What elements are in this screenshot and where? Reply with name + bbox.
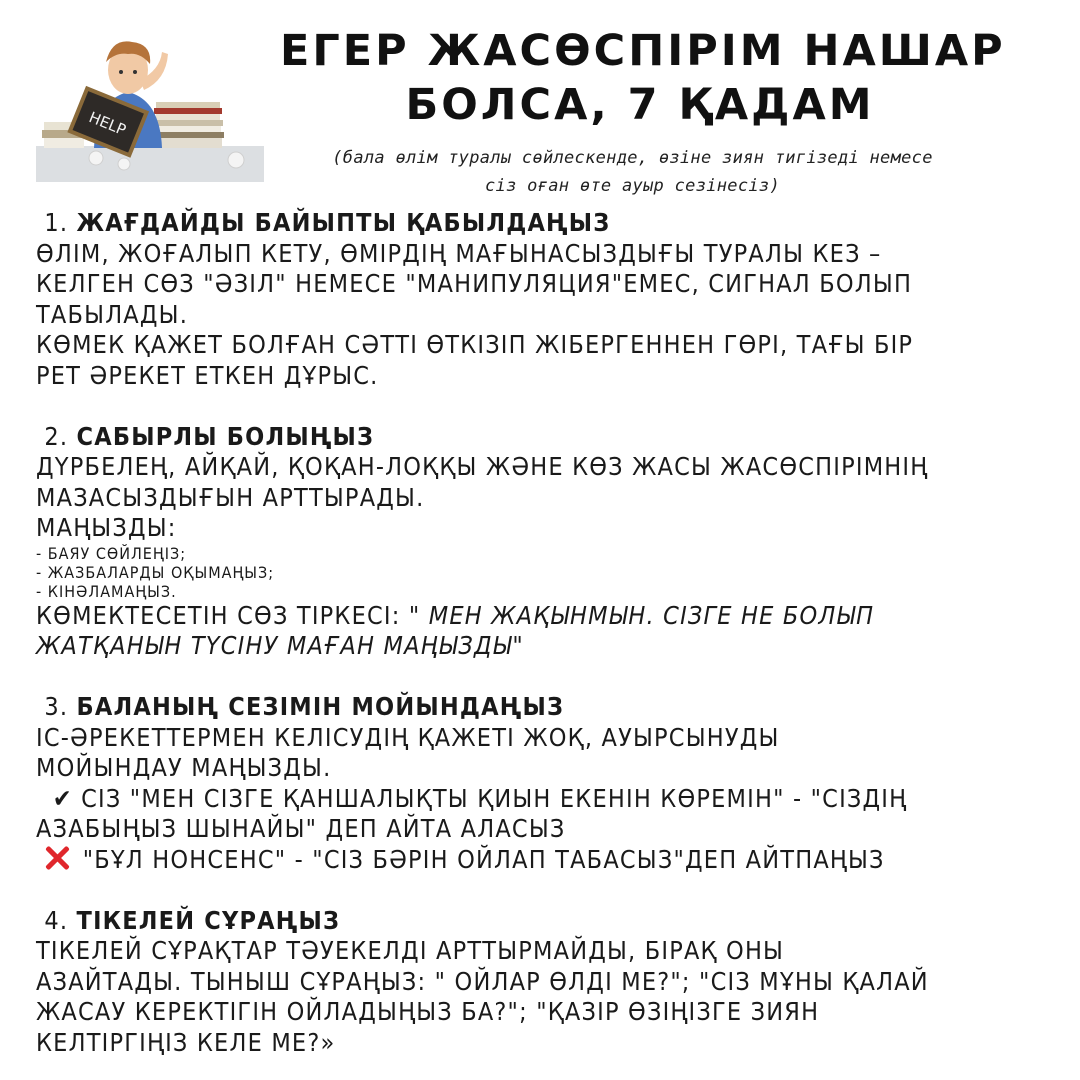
do-line bbox=[36, 784, 1066, 815]
step-text-line: КӨМЕК ҚАЖЕТ БОЛҒАН СӘТТІ ӨТКІЗІП ЖІБЕРГЕННЕН ГӨРІ, ТАҒЫ БІР bbox=[36, 330, 914, 359]
step-text-line: КЕЛГЕН СӨЗ "ӘЗІЛ" НЕМЕСЕ "МАНИПУЛЯЦИЯ"ЕМЕС, СИГНАЛ БОЛЫП bbox=[36, 269, 913, 298]
step-heading bbox=[36, 208, 1066, 239]
phrase-quote-2: ЖАТҚАНЫН ТҮСІНУ МАҒАН МАҢЫЗДЫ bbox=[36, 631, 513, 660]
step-text-line: АЗАЙТАДЫ. ТЫНЫШ СҰРАҢЫЗ: " ОЙЛАР ӨЛДІ МЕ?"; "СІЗ МҰНЫ ҚАЛАЙ bbox=[36, 966, 929, 996]
step-3 bbox=[36, 692, 1066, 875]
spacer bbox=[36, 391, 1066, 422]
step-text-line: ДҮРБЕЛЕҢ, АЙҚАЙ, ҚОҚАН-ЛОҚҚЫ ЖӘНЕ КӨЗ ЖАСЫ ЖАСӨСПІРІМНІҢ bbox=[36, 452, 929, 481]
step-text-line: ӨЛІМ, ЖОҒАЛЫП КЕТУ, ӨМІРДІҢ МАҒЫНАСЫЗДЫҒЫ ТУРАЛЫ КЕЗ – bbox=[36, 238, 882, 268]
step-number: 3. bbox=[44, 692, 69, 721]
step-heading bbox=[36, 906, 1066, 937]
step-heading bbox=[36, 692, 1066, 723]
step-4 bbox=[36, 906, 1066, 1059]
step-number: 2. bbox=[44, 421, 69, 451]
step-text-line: МОЙЫНДАУ МАҢЫЗДЫ. bbox=[36, 753, 332, 782]
phrase-end: " bbox=[512, 631, 524, 660]
step-heading bbox=[36, 422, 1066, 453]
checkmark-icon: ✔ bbox=[52, 783, 73, 813]
spacer bbox=[36, 662, 1066, 693]
title-line-2: БОЛСА, 7 ҚАДАМ bbox=[405, 80, 875, 130]
steps-content bbox=[36, 208, 1066, 1058]
svg-text:HELP: HELP bbox=[86, 108, 129, 140]
header-photo bbox=[36, 30, 264, 182]
step-text-line: МАЗАСЫЗДЫҒЫН АРТТЫРАДЫ. bbox=[36, 482, 425, 512]
bullet-item: - БАЯУ СӨЙЛЕҢІЗ; bbox=[36, 543, 187, 563]
step-heading-text: ЖАҒДАЙДЫ БАЙЫПТЫ ҚАБЫЛДАҢЫЗ bbox=[76, 208, 611, 237]
step-text-line: РЕТ ӘРЕКЕТ ЕТКЕН ДҰРЫС. bbox=[36, 360, 379, 390]
step-number: 1. bbox=[44, 208, 69, 237]
dont-text: "БҰЛ НОНСЕНС" - "СІЗ БӘРІН ОЙЛАП ТАБАСЫЗ"ДЕП АЙТПАҢЫЗ bbox=[82, 844, 885, 874]
step-1 bbox=[36, 208, 1066, 391]
subtitle-line-1: (бала өлім туралы сөйлескенде, өзіне зиян тигізеді немесе bbox=[332, 148, 933, 168]
page-subtitle bbox=[280, 144, 985, 200]
bullet-item: - ЖАЗБАЛАРДЫ ОҚЫМАҢЫЗ; bbox=[36, 562, 275, 582]
step-heading-text: ТІКЕЛЕЙ СҰРАҢЫЗ bbox=[76, 905, 341, 935]
step-text-line: ІС-ӘРЕКЕТТЕРМЕН КЕЛІСУДІҢ ҚАЖЕТІ ЖОҚ, АУЫРСЫНУДЫ bbox=[36, 722, 780, 752]
step-heading-text: БАЛАНЫҢ СЕЗІМІН МОЙЫНДАҢЫЗ bbox=[76, 692, 565, 721]
spacer bbox=[36, 875, 1066, 906]
step-text-line: ТАБЫЛАДЫ. bbox=[36, 299, 189, 329]
title-line-1: ЕГЕР ЖАСӨСПІРІМ НАШАР bbox=[280, 26, 1006, 76]
step-2 bbox=[36, 422, 1066, 662]
step-text-line: МАҢЫЗДЫ: bbox=[36, 513, 177, 542]
phrase-label: КӨМЕКТЕСЕТІН СӨЗ ТІРКЕСІ: " bbox=[36, 600, 429, 630]
helpful-phrase bbox=[36, 601, 1066, 632]
page-title bbox=[280, 24, 1006, 132]
dont-line bbox=[36, 845, 1066, 876]
bullet-item: - КІНӘЛАМАҢЫЗ. bbox=[36, 581, 177, 601]
cross-icon bbox=[44, 845, 70, 871]
step-text-line: ЖАСАУ КЕРЕКТІГІН ОЙЛАДЫҢЫЗ БА?"; "ҚАЗІР ӨЗІҢІЗГЕ ЗИЯН bbox=[36, 997, 820, 1026]
phrase-quote-1: МЕН ЖАҚЫНМЫН. СІЗГЕ НЕ БОЛЫП bbox=[428, 600, 875, 630]
subtitle-line-2: сіз оған өте ауыр сезінесіз) bbox=[485, 176, 780, 196]
step-text-line: КЕЛТІРГІҢІЗ КЕЛЕ МЕ?» bbox=[36, 1027, 336, 1057]
helpful-phrase-cont bbox=[36, 631, 1066, 662]
step-heading-text: САБЫРЛЫ БОЛЫҢЫЗ bbox=[76, 421, 375, 451]
step-text-line: ТІКЕЛЕЙ СҰРАҚТАР ТӘУЕКЕЛДІ АРТТЫРМАЙДЫ, БІРАҚ ОНЫ bbox=[36, 936, 785, 965]
do-text: СІЗ "МЕН СІЗГЕ ҚАНШАЛЫҚТЫ ҚИЫН ЕКЕНІН КӨРЕМІН" - "СІЗДІҢ bbox=[72, 783, 908, 813]
step-number: 4. bbox=[44, 905, 69, 935]
do-line-cont: АЗАБЫҢЫЗ ШЫНАЙЫ" ДЕП АЙТА АЛАСЫЗ bbox=[36, 814, 566, 843]
